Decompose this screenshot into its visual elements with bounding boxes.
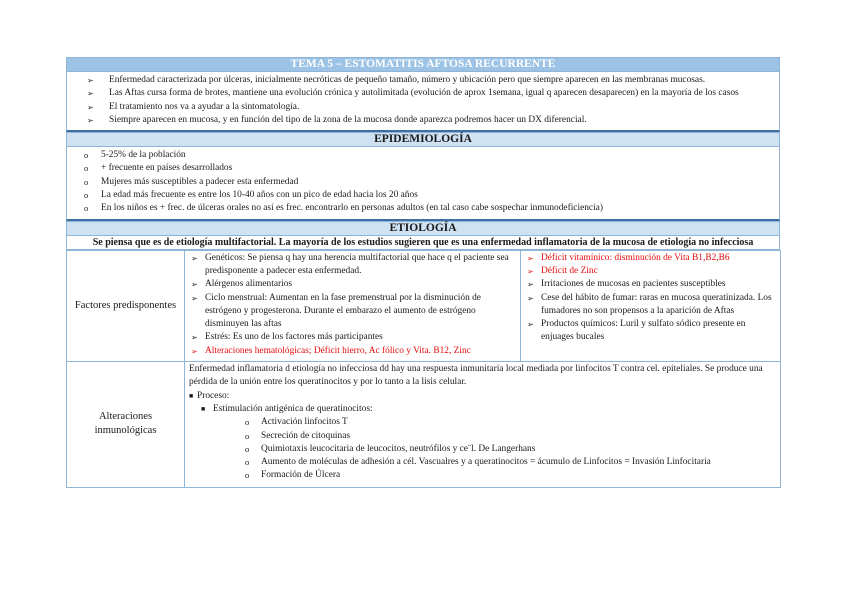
arrow-bullet-icon: ➢ bbox=[87, 89, 94, 99]
factores-row bbox=[67, 250, 781, 361]
circle-bullet-icon: o bbox=[245, 470, 250, 481]
intro-item: ➢ Las Aftas cursa forma de brotes, mantiene una evolución crónica y autolimitada (evolución de aprox 1semana, igual q aparecen desaparecen) en la mayoría de los casos bbox=[83, 87, 775, 100]
epidemiologia-item: o + frecuente en países desarrollados bbox=[81, 162, 775, 175]
intro-section bbox=[66, 72, 780, 132]
estimulacion-item: ■ Estimulación antigénica de queratinocitos: bbox=[189, 403, 776, 416]
document-page bbox=[66, 57, 780, 488]
circle-bullet-icon: o bbox=[245, 430, 250, 441]
paso-item: o Quimiotaxis leucocitaria de leucocitos, neutrófilos y ce¨l. De Langerhans bbox=[189, 443, 776, 456]
alteraciones-row bbox=[67, 362, 781, 488]
factor-item: ➢ Estrés: Es uno de los factores más participantes bbox=[187, 331, 516, 344]
circle-bullet-icon: o bbox=[245, 417, 250, 428]
intro-item: ➢ El tratamiento nos va a ayudar a la sintomatología. bbox=[83, 101, 775, 114]
arrow-bullet-icon: ➢ bbox=[191, 253, 198, 263]
factor-item: ➢ Alérgenos alimentarios bbox=[187, 278, 516, 291]
circle-bullet-icon: o bbox=[84, 190, 89, 201]
etiologia-title: ETIOLOGÍA bbox=[66, 221, 780, 236]
arrow-bullet-icon: ➢ bbox=[191, 333, 198, 343]
factor-item-highlight: ➢ Alteraciones hematológicas; Déficit hierro, Ac fólico y Vita. B12, Zinc bbox=[187, 345, 516, 358]
factores-left-column bbox=[185, 250, 521, 361]
circle-bullet-icon: o bbox=[84, 163, 89, 174]
arrow-bullet-icon: ➢ bbox=[87, 76, 94, 85]
factor-item: ➢ Cese del hábito de fumar: raras en mucosa queratinizada. Los fumadores no son propensos a la aparición de Aftas bbox=[527, 292, 772, 316]
etiologia-table bbox=[66, 250, 781, 488]
factor-item: ➢ Genéticos: Se piensa q hay una herencia multifactorial que hace q el paciente sea predisponente a padecer esta enfermedad. bbox=[191, 252, 509, 276]
epidemiologia-item: o Mujeres más susceptibles a padecer esta enfermedad bbox=[81, 176, 775, 189]
paso-item: o Secreción de citoquinas bbox=[189, 430, 776, 443]
factores-right-column bbox=[521, 250, 781, 361]
square-bullet-icon: ■ bbox=[201, 404, 206, 413]
epidemiologia-item: o La edad más frecuente es entre los 10-40 años con un pico de edad hacia los 20 años bbox=[81, 189, 775, 202]
arrow-bullet-icon: ➢ bbox=[191, 280, 198, 290]
circle-bullet-icon: o bbox=[84, 150, 89, 161]
tema-title: TEMA 5 – ESTOMATITIS AFTOSA RECURRENTE bbox=[66, 57, 780, 72]
circle-bullet-icon: o bbox=[84, 203, 89, 214]
arrow-bullet-icon: ➢ bbox=[191, 346, 198, 356]
alteraciones-intro: Enfermedad inflamatoria d etiología no infecciosa dd hay una respuesta inmunitaria local mediada por linfocitos T contra cel. epiteliales. Se produce una pérdida de la unión entre los queratinocitos y por lo tanto a la lisis celular. bbox=[189, 364, 763, 388]
alteraciones-label: Alteraciones inmunológicas bbox=[67, 362, 185, 488]
arrow-bullet-icon: ➢ bbox=[191, 293, 198, 303]
proceso-item: ■ Proceso: bbox=[189, 390, 776, 403]
etiologia-subtitle: Se piensa que es de etiología multifactorial. La mayoría de los estudios sugieren que es una enfermedad inflamatoria de la mucosa de etiología no infecciosa bbox=[66, 236, 780, 250]
arrow-bullet-icon: ➢ bbox=[87, 115, 94, 125]
arrow-bullet-icon: ➢ bbox=[527, 266, 534, 276]
epidemiologia-title: EPIDEMIOLOGÍA bbox=[66, 132, 780, 147]
epidemiologia-section bbox=[66, 147, 780, 220]
square-bullet-icon: ■ bbox=[189, 391, 194, 400]
factor-item-highlight: ➢ Déficit vitamínico: disminución de Vita B1,B2,B6 bbox=[523, 252, 776, 265]
factores-label: Factores predisponentes bbox=[67, 250, 185, 361]
circle-bullet-icon: o bbox=[245, 443, 250, 454]
factor-item: ➢ Irritaciones de mucosas en pacientes susceptibles bbox=[523, 278, 776, 291]
arrow-bullet-icon: ➢ bbox=[527, 253, 534, 263]
paso-item: o Activación linfocitos T bbox=[189, 416, 776, 429]
circle-bullet-icon: o bbox=[84, 176, 89, 187]
arrow-bullet-icon: ➢ bbox=[527, 293, 534, 303]
arrow-bullet-icon: ➢ bbox=[87, 102, 94, 112]
paso-item: o Aumento de moléculas de adhesión a cél. Vascualres y a queratinocitos = ácumulo de Linfocitos = Invasión Linfocitaria bbox=[189, 456, 776, 469]
factor-item: ➢ Ciclo menstrual: Aumentan en la fase premenstrual por la disminución de estrógeno y progesterona. Durante el embarazo el aumento de estrógeno disminuyen las aftas bbox=[191, 292, 481, 330]
intro-item: ➢ Siempre aparecen en mucosa, y en función del tipo de la zona de la mucosa donde aparezca podremos hacer un DX diferencial. bbox=[83, 114, 775, 127]
factor-item: ➢ Productos químicos: Luril y sulfato sódico presente en enjuages bucales bbox=[527, 319, 746, 343]
factor-item-highlight: ➢ Déficit de Zinc bbox=[523, 265, 776, 278]
arrow-bullet-icon: ➢ bbox=[527, 320, 534, 330]
alteraciones-content bbox=[185, 362, 781, 488]
epidemiologia-item: o 5-25% de la población bbox=[81, 149, 775, 162]
epidemiologia-item: o En los niños es + frec. de úlceras orales no así es frec. encontrarlo en personas adultos (en tal caso cabe sospechar inmunodeficiencia) bbox=[81, 202, 775, 215]
intro-item: ➢ Enfermedad caracterizada por úlceras, inicialmente necróticas de pequeño tamaño, número y ubicación pero que siempre aparecen en las membranas mucosas. bbox=[83, 74, 775, 87]
paso-item: o Formación de Úlcera bbox=[189, 469, 776, 482]
arrow-bullet-icon: ➢ bbox=[527, 280, 534, 290]
circle-bullet-icon: o bbox=[245, 457, 250, 468]
